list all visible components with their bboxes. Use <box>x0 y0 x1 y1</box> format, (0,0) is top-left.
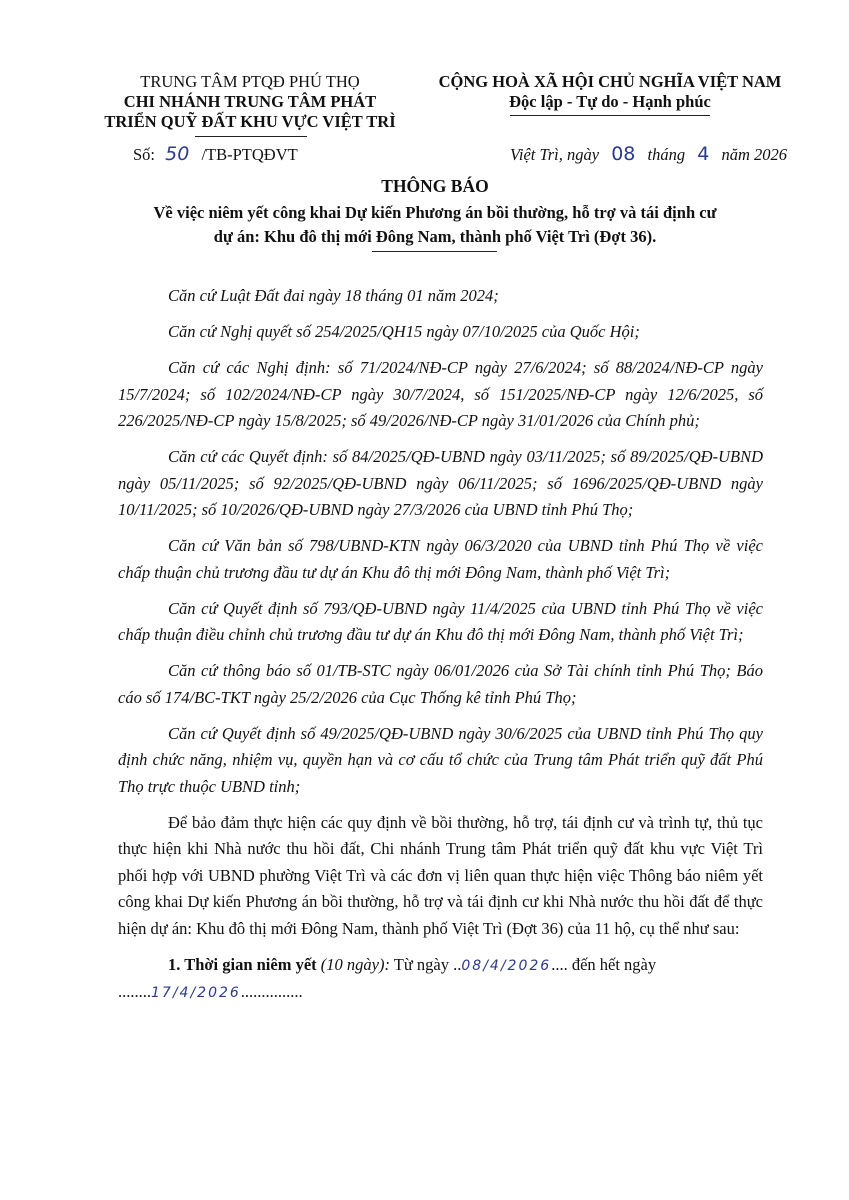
handwritten-from-date: 08/4/2026 <box>461 957 552 974</box>
legal-basis-3: Căn cứ các Nghị định: số 71/2024/NĐ-CP ngày 27/6/2024; số 88/2024/NĐ-CP ngày 15/7/2024; số 102/2024/NĐ-CP ngày 30/7/2024, số 151/2025/NĐ-CP ngày 12/6/2025, số 226/2025/NĐ-CP ngày 15/8/2025; số 49/2026/NĐ-CP ngày 31/01/2026 của Chính phủ; <box>118 358 763 430</box>
legal-basis-4: Căn cứ các Quyết định: số 84/2025/QĐ-UBND ngày 03/11/2025; số 89/2025/QĐ-UBND ngày 05/11/2025; số 92/2025/QĐ-UBND ngày 06/11/2025; số 1696/2025/QĐ-UBND ngày 10/11/2025; số 10/2026/QĐ-UBND ngày 27/3/2026 của UBND tỉnh Phú Thọ; <box>118 447 763 519</box>
national-title: CỘNG HOÀ XÃ HỘI CHỦ NGHĨA VIỆT NAM <box>438 72 782 91</box>
legal-basis-5: Căn cứ Văn bản số 798/UBND-KTN ngày 06/3/2020 của UBND tỉnh Phú Thọ về việc chấp thuận chủ trương đầu tư dự án Khu đô thị mới Đông Nam, thành phố Việt Trì; <box>118 536 763 582</box>
national-motto-block <box>410 72 810 112</box>
handwritten-to-date: 17/4/2026 <box>151 985 241 1001</box>
title-underline <box>372 251 497 252</box>
document-subtitle <box>90 201 780 249</box>
issuer-underline <box>195 136 307 137</box>
subtitle-line-1: Về việc niêm yết công khai Dự kiến Phương án bồi thường, hỗ trợ và tái định cư <box>153 203 717 222</box>
issuer-parent-org: TRUNG TÂM PTQĐ PHÚ THỌ <box>140 72 360 91</box>
date-prefix: Việt Trì, ngày <box>510 145 600 164</box>
legal-basis-2: Căn cứ Nghị quyết số 254/2025/QH15 ngày 07/10/2025 của Quốc Hội; <box>168 322 640 341</box>
number-suffix: /TB-PTQĐVT <box>201 145 298 164</box>
legal-basis-7: Căn cứ thông báo số 01/TB-STC ngày 06/01/2026 của Sở Tài chính tỉnh Phú Thọ; Báo cáo số 174/BC-TKT ngày 25/2/2026 của Cục Thống kê tỉnh Phú Thọ; <box>118 661 763 707</box>
motto-underline <box>510 115 710 116</box>
document-date <box>510 143 787 165</box>
document-number <box>133 143 298 165</box>
legal-basis-6: Căn cứ Quyết định số 793/QĐ-UBND ngày 11/4/2025 của UBND tỉnh Phú Thọ về việc chấp thuận điều chỉnh chủ trương đầu tư dự án Khu đô thị mới Đông Nam, thành phố Việt Trì; <box>118 598 763 644</box>
section-1-duration: (10 ngày): <box>320 954 390 974</box>
date-month-label: tháng <box>647 145 686 164</box>
issuer-block <box>70 72 430 132</box>
handwritten-number: 50 <box>165 143 190 165</box>
subtitle-line-2: dự án: Khu đô thị mới Đông Nam, thành phố Việt Trì (Đợt 36). <box>213 227 657 246</box>
from-date-label: Từ ngày <box>393 954 450 974</box>
intro-paragraph: Để bảo đảm thực hiện các quy định về bồi thường, hỗ trợ, tái định cư và trình tự, thủ tục thực hiện khi Nhà nước thu hồi đất, Chi nhánh Trung tâm Phát triển quỹ đất khu vực Việt Trì phối hợp với UBND phường Việt Trì và các đơn vị liên quan thực hiện việc Thông báo niêm yết công khai Dự kiến Phương án bồi thường, hỗ trợ và tái định cư khi Nhà nước thu hồi đất để thực hiện dự án: Khu đô thị mới Đông Nam, thành phố Việt Trì (Đợt 36) của 11 hộ, cụ thể như sau: <box>118 812 763 938</box>
issuer-org-line2: TRIỂN QUỸ ĐẤT KHU VỰC VIỆT TRÌ <box>104 112 396 131</box>
handwritten-month: 4 <box>697 143 710 165</box>
document-title: THÔNG BÁO <box>381 176 489 196</box>
issuer-org-line1: CHI NHÁNH TRUNG TÂM PHÁT <box>123 92 377 111</box>
document-body <box>118 283 763 1016</box>
section-1-label: 1. Thời gian niêm yết <box>168 954 317 974</box>
to-date-label: đến hết ngày <box>571 954 657 974</box>
section-1-posting-period: 1. Thời gian niêm yết (10 ngày): Từ ngày ..08/4/2026.... đến hết ngày ........17/4/2026............... <box>118 954 657 1001</box>
national-motto: Độc lập - Tự do - Hạnh phúc <box>509 92 711 111</box>
handwritten-day: 08 <box>611 143 636 165</box>
number-prefix: Số: <box>133 145 156 164</box>
legal-basis-1: Căn cứ Luật Đất đai ngày 18 tháng 01 năm 2024; <box>168 286 499 305</box>
date-year: năm 2026 <box>721 145 787 164</box>
legal-basis-8: Căn cứ Quyết định số 49/2025/QĐ-UBND ngày 30/6/2025 của UBND tỉnh Phú Thọ quy định chức năng, nhiệm vụ, quyền hạn và cơ cấu tổ chức của Trung tâm Phát triển quỹ đất Phú Thọ trực thuộc UBND tỉnh; <box>118 723 763 796</box>
